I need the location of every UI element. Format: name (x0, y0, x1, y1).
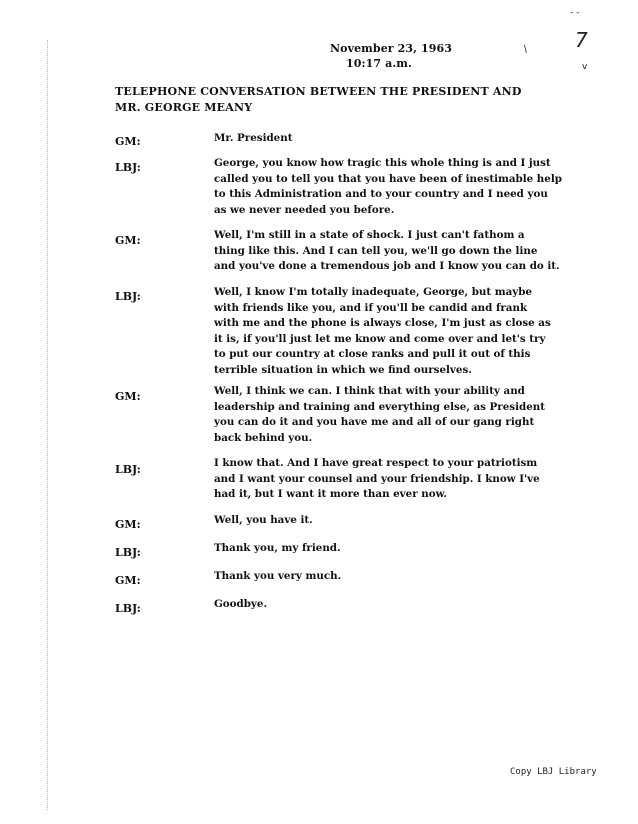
document-time: 10:17 a.m. (346, 57, 412, 70)
handwritten-page-number: 7 (575, 28, 588, 52)
dialogue-line: as we never needed you before. (214, 203, 395, 216)
dialogue-text (214, 456, 584, 503)
dialogue-line: I know that. And I have great respect to your patriotism (214, 457, 538, 469)
speaker-label: LBJ: (115, 546, 141, 559)
dialogue-line: leadership and training and everything else, as President (214, 400, 545, 413)
dialogue-line: Well, I'm still in a state of shock. I just can't fathom a (214, 229, 525, 241)
dialogue-line: Well, you have it. (214, 514, 313, 526)
speaker-label: LBJ: (115, 290, 141, 303)
dialogue-line: Well, I know I'm totally inadequate, George, but maybe (214, 286, 533, 298)
dialogue-line: called you to tell you that you have been of inestimable help (214, 172, 562, 185)
speaker-label: GM: (115, 390, 141, 403)
document-title (115, 84, 555, 116)
speaker-label: GM: (115, 135, 141, 148)
dialogue-line: to put our country at close ranks and pull it out of this (214, 348, 531, 360)
dialogue-line: Goodbye. (214, 598, 268, 610)
stray-mark: / (521, 43, 530, 56)
dialogue-line: and I want your counsel and your friendship. I know I've (214, 472, 540, 485)
speaker-label: LBJ: (115, 161, 141, 174)
speaker-label: LBJ: (115, 602, 141, 615)
dialogue-text (214, 285, 584, 378)
speaker-label: LBJ: (115, 463, 141, 476)
dialogue-line: Thank you very much. (214, 570, 342, 582)
title-line-2: MR. GEORGE MEANY (115, 101, 253, 114)
dialogue-line: Thank you, my friend. (214, 542, 341, 554)
dialogue-line: terrible situation in which we find ourselves. (214, 363, 472, 376)
dialogue-line: Mr. President (214, 132, 293, 144)
dialogue-text (214, 131, 584, 147)
title-line-1: TELEPHONE CONVERSATION BETWEEN THE PRESIDENT AND (115, 85, 522, 98)
dialogue-line: Well, I think we can. I think that with your ability and (214, 385, 525, 397)
speaker-label: GM: (115, 234, 141, 247)
dialogue-text (214, 541, 584, 557)
speaker-label: GM: (115, 574, 141, 587)
dialogue-line: George, you know how tragic this whole thing is and I just (214, 157, 551, 169)
dialogue-text (214, 156, 584, 218)
dialogue-text (214, 384, 584, 446)
page-edge-line (47, 40, 49, 810)
dialogue-line: with me and the phone is always close, I'm just as close as (214, 317, 551, 329)
dialogue-line: back behind you. (214, 431, 313, 444)
dialogue-line: you can do it and you have me and all of our gang right (214, 416, 535, 428)
dialogue-text (214, 228, 584, 275)
dialogue-text (214, 597, 584, 613)
library-copy-stamp: Copy LBJ Library (510, 767, 597, 777)
dialogue-line: with friends like you, and if you'll be candid and frank (214, 301, 528, 314)
dialogue-line: it is, if you'll just let me know and come over and let's try (214, 332, 546, 345)
dialogue-line: to this Administration and to your country and I need you (214, 188, 548, 200)
dialogue-text (214, 569, 584, 585)
dialogue-text (214, 513, 584, 529)
document-date: November 23, 1963 (330, 42, 453, 55)
check-mark: v (582, 62, 588, 72)
dialogue-line: and you've done a tremendous job and I know you can do it. (214, 260, 560, 272)
speaker-label: GM: (115, 518, 141, 531)
dialogue-line: thing like this. And I can tell you, we'll go down the line (214, 244, 538, 257)
corner-mark: - - (570, 8, 580, 18)
dialogue-line: had it, but I want it more than ever now. (214, 488, 447, 500)
